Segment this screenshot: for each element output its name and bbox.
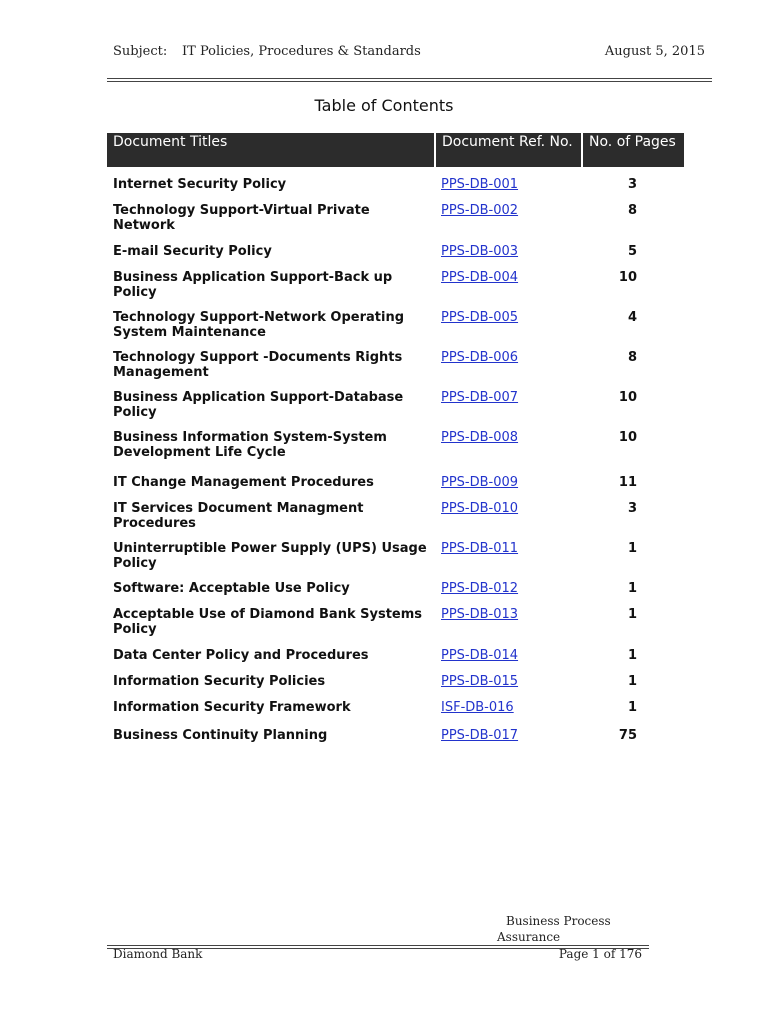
document-title: IT Services Document Managment Procedures (113, 501, 364, 531)
footer-department (497, 913, 637, 945)
document-title: Business Application Support-Database Policy (113, 390, 404, 420)
document-ref-cell (435, 581, 582, 607)
document-title: Acceptable Use of Diamond Bank Systems Policy (113, 607, 423, 637)
page-count: 10 (618, 270, 637, 285)
toc-row (107, 310, 684, 350)
document-ref-cell (435, 310, 582, 350)
document-ref-cell (435, 203, 582, 244)
toc-header-row (107, 133, 684, 167)
document-title: Information Security Framework (113, 700, 351, 715)
document-ref-link[interactable]: ISF-DB-016 (441, 700, 514, 715)
toc-table (107, 133, 684, 743)
document-title: Internet Security Policy (113, 177, 287, 192)
toc-row (107, 700, 684, 728)
toc-row (107, 390, 684, 430)
page-count: 10 (618, 390, 637, 405)
document-ref-link[interactable]: PPS-DB-010 (441, 501, 519, 516)
document-title: Business Application Support-Back up Policy (113, 270, 393, 300)
document-ref-cell (435, 430, 582, 475)
document-ref-link[interactable]: PPS-DB-007 (441, 390, 519, 405)
toc-row (107, 581, 684, 607)
page-count: 1 (627, 541, 637, 556)
document-ref-cell (435, 541, 582, 581)
toc-row (107, 674, 684, 700)
document-ref-link[interactable]: PPS-DB-015 (441, 674, 519, 689)
document-ref-cell (435, 700, 582, 728)
toc-row (107, 350, 684, 390)
document-ref-cell (435, 607, 582, 648)
document-title: Uninterruptible Power Supply (UPS) Usage Policy (113, 541, 427, 571)
document-title: Technology Support-Network Operating System Maintenance (113, 310, 405, 340)
document-title: Information Security Policies (113, 674, 326, 689)
document-ref-cell (435, 475, 582, 501)
toc-row (107, 475, 684, 501)
page-count: 1 (627, 700, 637, 715)
document-ref-link[interactable]: PPS-DB-009 (441, 475, 519, 490)
document-ref-cell (435, 648, 582, 674)
document-ref-cell (435, 728, 582, 743)
document-ref-link[interactable]: PPS-DB-017 (441, 728, 519, 743)
document-date: August 5, 2015 (604, 44, 705, 59)
footer-department-line1: Business Process (506, 914, 611, 928)
footer-department-line2: Assurance (497, 930, 561, 944)
document-ref-link[interactable]: PPS-DB-002 (441, 203, 519, 218)
document-ref-link[interactable]: PPS-DB-013 (441, 607, 519, 622)
document-title: Technology Support-Virtual Private Network (113, 203, 370, 233)
document-ref-cell (435, 167, 582, 203)
page-count: 4 (627, 310, 637, 325)
footer-company: Diamond Bank (113, 947, 203, 961)
column-header-ref: Document Ref. No. (435, 133, 582, 167)
page-header (113, 44, 705, 64)
document-title: Data Center Policy and Procedures (113, 648, 369, 663)
document-ref-cell (435, 674, 582, 700)
document-title: E-mail Security Policy (113, 244, 272, 259)
page-count: 1 (627, 648, 637, 663)
document-ref-link[interactable]: PPS-DB-004 (441, 270, 519, 285)
toc-row (107, 430, 684, 475)
document-title: Business Information System-System Development Life Cycle (113, 430, 387, 460)
page-count: 10 (618, 430, 637, 445)
document-ref-link[interactable]: PPS-DB-005 (441, 310, 519, 325)
subject-label: Subject: (113, 44, 168, 59)
page-count: 1 (627, 581, 637, 596)
document-ref-cell (435, 390, 582, 430)
page-count: 11 (618, 475, 637, 490)
page-count: 3 (627, 177, 637, 192)
toc-title: Table of Contents (314, 96, 454, 115)
document-ref-link[interactable]: PPS-DB-011 (441, 541, 519, 556)
column-header-pages: No. of Pages (582, 133, 684, 167)
page-count: 1 (627, 674, 637, 689)
document-ref-link[interactable]: PPS-DB-006 (441, 350, 519, 365)
document-ref-cell (435, 270, 582, 310)
document-ref-cell (435, 350, 582, 390)
page-count: 8 (627, 350, 637, 365)
toc-row (107, 607, 684, 648)
page-count: 1 (627, 607, 637, 622)
page-count: 8 (627, 203, 637, 218)
page-count: 5 (627, 244, 637, 259)
toc-row (107, 203, 684, 244)
document-ref-cell (435, 501, 582, 541)
document-ref-link[interactable]: PPS-DB-012 (441, 581, 519, 596)
document-ref-link[interactable]: PPS-DB-014 (441, 648, 519, 663)
page-count: 75 (618, 728, 637, 743)
toc-row (107, 270, 684, 310)
subject-value: IT Policies, Procedures & Standards (182, 44, 421, 59)
toc-row (107, 728, 684, 743)
column-header-titles: Document Titles (107, 133, 435, 167)
document-ref-cell (435, 244, 582, 270)
header-rule (107, 78, 712, 82)
page-count: 3 (627, 501, 637, 516)
document-title: Business Continuity Planning (113, 728, 328, 743)
document-ref-link[interactable]: PPS-DB-008 (441, 430, 519, 445)
toc-row (107, 244, 684, 270)
document-title: Software: Acceptable Use Policy (113, 581, 350, 596)
document-title: Technology Support -Documents Rights Management (113, 350, 403, 380)
footer-page-number: Page 1 of 176 (558, 947, 642, 961)
toc-row (107, 501, 684, 541)
toc-row (107, 648, 684, 674)
toc-row (107, 541, 684, 581)
document-title: IT Change Management Procedures (113, 475, 374, 490)
document-ref-link[interactable]: PPS-DB-001 (441, 177, 519, 192)
document-ref-link[interactable]: PPS-DB-003 (441, 244, 519, 259)
toc-row (107, 167, 684, 203)
toc-body (107, 167, 684, 743)
